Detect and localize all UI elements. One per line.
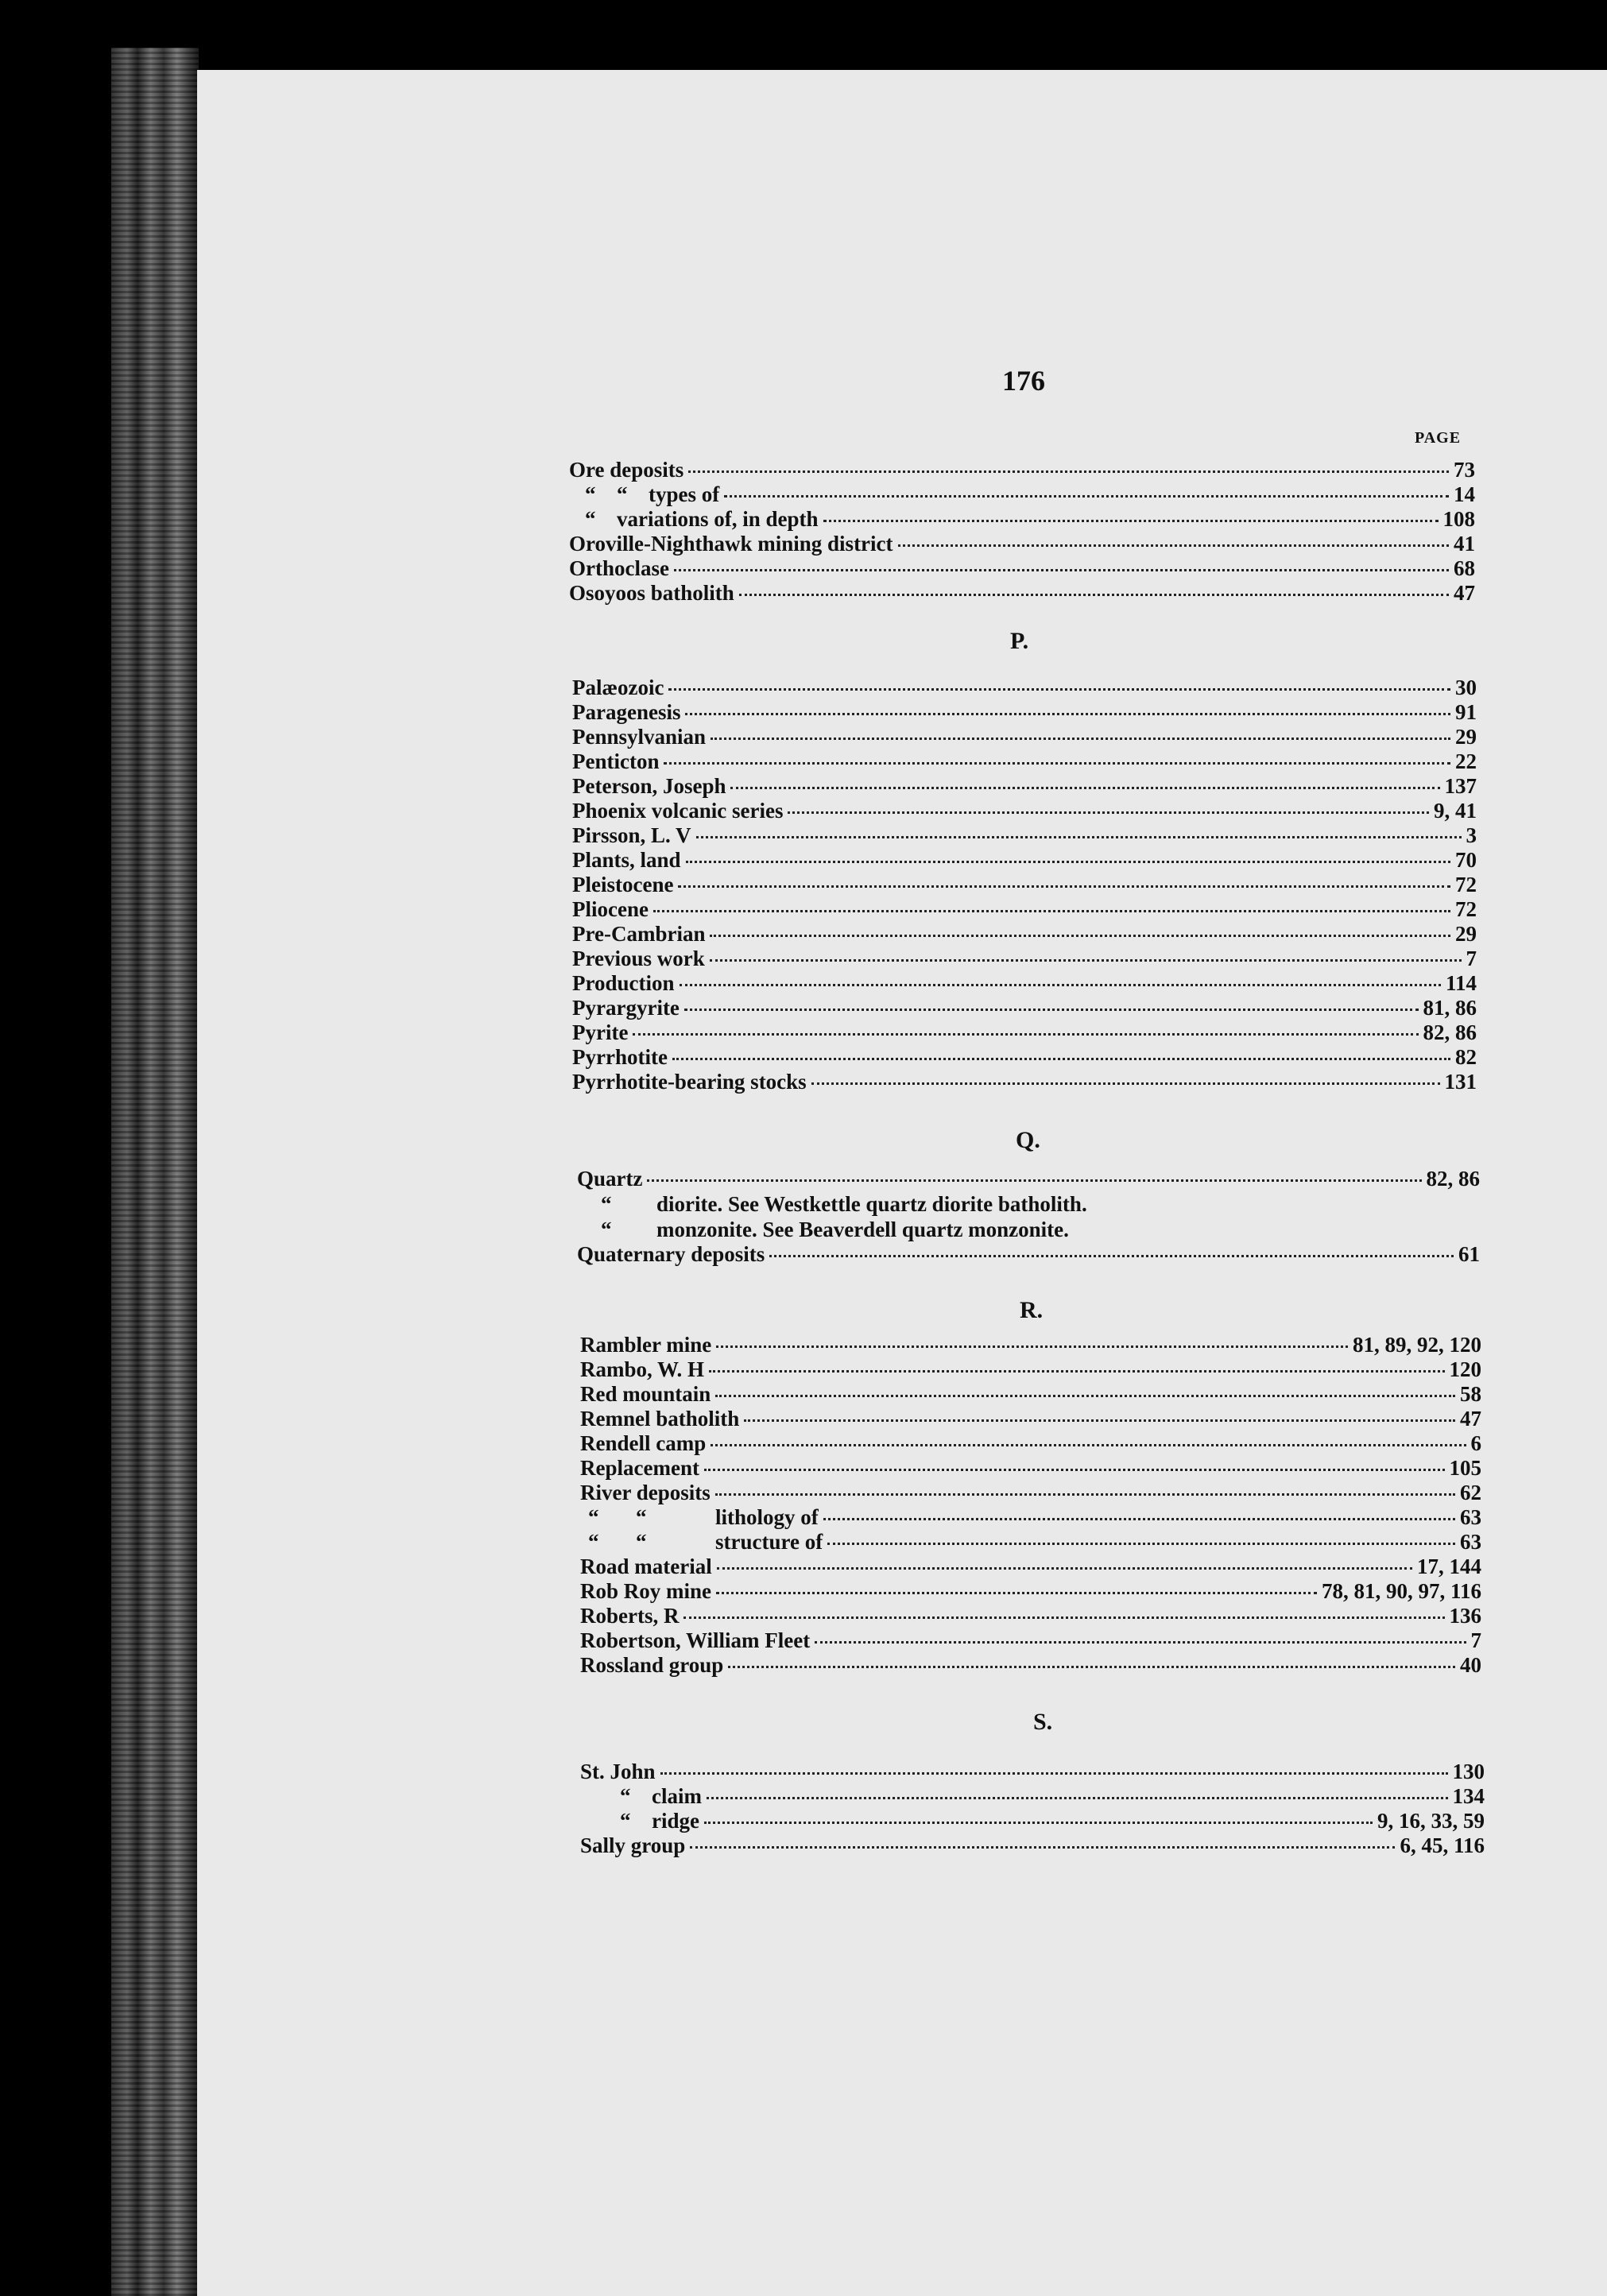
index-entry: Pleistocene 72 [572,873,1477,896]
entry-pages: 108 [1442,507,1475,531]
entry-label: Osoyoos batholith [569,581,734,605]
index-entry: Phoenix volcanic series 9, 41 [572,799,1477,823]
index-entry: Pyrrhotite 82 [572,1045,1477,1069]
index-entry: Quartz 82, 86 [577,1167,1480,1191]
index-entry: Pliocene 72 [572,897,1477,921]
index-entry: Pennsylvanian 29 [572,725,1477,749]
index-entry: Peterson, Joseph 137 [572,774,1477,798]
index-entry: “ “ lithology of 63 [588,1505,1481,1529]
index-entry: Rossland group 40 [580,1653,1481,1677]
index-entry: “ ridge 9, 16, 33, 59 [620,1809,1485,1833]
index-entry [585,507,1475,532]
index-entry: Quaternary deposits 61 [577,1242,1480,1266]
section-heading-s: S. [1033,1709,1053,1735]
index-entry: “ claim 134 [620,1784,1485,1808]
index-entry: Sally group 6, 45, 116 [580,1833,1485,1857]
page-number: 176 [1002,365,1045,397]
index-entry: Roberts, R 136 [580,1604,1481,1628]
index-entry [569,556,1475,581]
section-heading-p: P. [1010,628,1029,654]
index-entry: River deposits 62 [580,1481,1481,1504]
index-entry [569,458,1475,482]
entry-label: Ore deposits [569,458,684,482]
entry-pages: 41 [1454,532,1475,556]
index-entry: “ “ structure of 63 [588,1530,1481,1554]
index-entry: Red mountain 58 [580,1382,1481,1406]
page-column-header: PAGE [1415,429,1462,447]
entry-pages: 14 [1454,482,1475,506]
ditto-mark: “ [585,482,596,506]
ditto-mark: “ [585,507,596,531]
index-entry: Robertson, William Fleet 7 [580,1628,1481,1652]
ditto-mark: “ [617,482,628,506]
index-entry: Pyrite 82, 86 [572,1020,1477,1044]
entry-label: Orthoclase [569,556,669,580]
cross-reference-note: “ diorite. See Westkettle quartz diorite batholith. [601,1192,1087,1216]
dot-leader [823,520,1439,522]
index-entry: Previous work 7 [572,947,1477,970]
index-entry [585,482,1475,507]
index-entry: Pre-Cambrian 29 [572,922,1477,946]
dot-leader [724,495,1449,498]
index-entry: Replacement 105 [580,1456,1481,1480]
index-entry: Palæozoic 30 [572,676,1477,699]
index-entry: Remnel batholith 47 [580,1407,1481,1431]
dot-leader [688,470,1449,473]
index-entry: Road material 17, 144 [580,1555,1481,1578]
index-entry: Plants, land 70 [572,848,1477,872]
index-entry: Paragenesis 91 [572,700,1477,724]
book-binding-edge [111,48,199,2296]
cross-reference-note: “ monzonite. See Beaverdell quartz monzonite. [601,1218,1069,1241]
index-entry: Rob Roy mine 78, 81, 90, 97, 116 [580,1579,1481,1603]
index-entry [569,532,1475,556]
index-entry [569,581,1475,606]
index-entry: Rendell camp 6 [580,1431,1481,1455]
index-entry: Rambler mine 81, 89, 92, 120 [580,1333,1481,1357]
entry-label: “ “ types of [585,482,720,506]
index-entry: Penticton 22 [572,749,1477,773]
section-heading-q: Q. [1016,1127,1040,1153]
index-entry: St. John 130 [580,1760,1485,1783]
entry-pages: 68 [1454,556,1475,580]
entry-pages: 73 [1454,458,1475,482]
dot-leader [739,594,1449,596]
entry-label: Oroville-Nighthawk mining district [569,532,893,556]
dot-leader [898,544,1449,547]
entry-pages: 47 [1454,581,1475,605]
section-heading-r: R. [1020,1297,1044,1323]
entry-label: “ variations of, in depth [585,507,819,531]
index-entry: Pyrrhotite-bearing stocks 131 [572,1070,1477,1094]
index-entry: Pirsson, L. V 3 [572,823,1477,847]
index-entry: Production 114 [572,971,1477,995]
dot-leader [674,569,1449,571]
index-entry: Pyrargyrite 81, 86 [572,996,1477,1020]
index-entry: Rambo, W. H 120 [580,1357,1481,1381]
